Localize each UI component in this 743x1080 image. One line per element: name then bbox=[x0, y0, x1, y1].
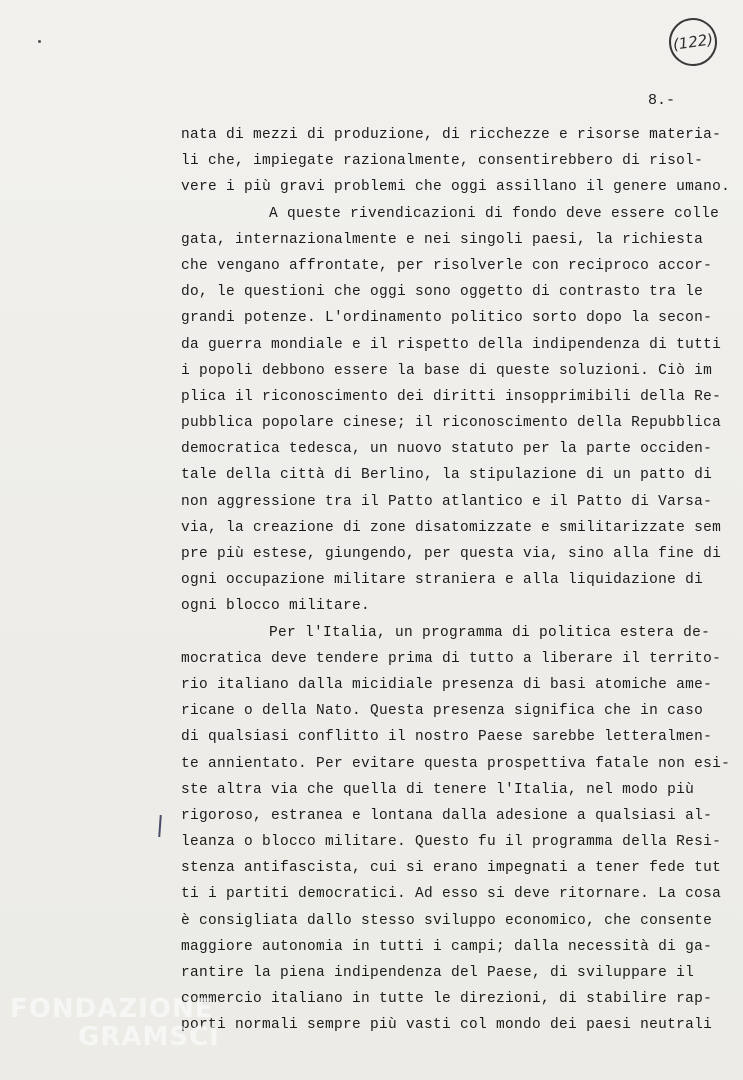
text-line: ogni blocco militare. bbox=[181, 598, 371, 615]
text-line: vere i più gravi problemi che oggi assillano il genere umano. bbox=[181, 179, 731, 196]
text-line: plica il riconoscimento dei diritti insopprimibili della Re- bbox=[181, 388, 722, 405]
fondazione-gramsci-watermark bbox=[10, 995, 220, 1051]
text-line: è consigliata dallo stesso sviluppo economico, che consente bbox=[181, 912, 713, 929]
text-line: mocratica deve tendere prima di tutto a liberare il territo- bbox=[181, 650, 722, 667]
text-line: nata di mezzi di produzione, di ricchezze e risorse materia- bbox=[181, 127, 722, 143]
text-line: grandi potenze. L'ordinamento politico sorto dopo la secon- bbox=[181, 310, 713, 327]
text-line: che vengano affrontate, per risolverle con reciproco accor- bbox=[181, 257, 713, 274]
text-line: maggiore autonomia in tutti i campi; dalla necessità di ga- bbox=[181, 938, 713, 955]
margin-pencil-mark bbox=[158, 815, 162, 837]
text-line: rio italiano dalla micidiale presenza di basi atomiche ame- bbox=[181, 676, 713, 693]
text-line: via, la creazione di zone disatomizzate e smilitarizzate sem bbox=[181, 519, 722, 536]
typewritten-body bbox=[181, 122, 731, 1039]
text-line: ogni occupazione militare straniera e alla liquidazione di bbox=[181, 572, 704, 589]
watermark-line-2: GRAMSCI bbox=[78, 1022, 220, 1052]
text-line: ti i partiti democratici. Ad esso si deve ritornare. La cosa bbox=[181, 886, 722, 903]
paragraph-start-line: Per l'Italia, un programma di politica estera de- bbox=[269, 624, 711, 641]
text-line: stenza antifascista, cui si erano impegnati a tener fede tut bbox=[181, 860, 722, 877]
text-line: rigoroso, estranea e lontana dalla adesione a qualsiasi al- bbox=[181, 807, 713, 824]
page-number: 8.- bbox=[648, 92, 676, 109]
text-line: i popoli debbono essere la base di queste soluzioni. Ciò im bbox=[181, 362, 713, 379]
text-line: gata, internazionalmente e nei singoli paesi, la richiesta bbox=[181, 231, 704, 248]
text-line: tale della città di Berlino, la stipulazione di un patto di bbox=[181, 467, 713, 484]
text-line: non aggressione tra il Patto atlantico e il Patto di Varsa- bbox=[181, 493, 713, 510]
paragraph-start-line: A queste rivendicazioni di fondo deve essere colle bbox=[269, 205, 720, 222]
ink-speck bbox=[38, 40, 41, 43]
text-line: commercio italiano in tutte le direzioni, di stabilire rap- bbox=[181, 991, 713, 1008]
text-line: porti normali sempre più vasti col mondo dei paesi neutrali bbox=[181, 1017, 713, 1034]
watermark-line-1: FONDAZIONE bbox=[10, 994, 214, 1024]
text-line: ste altra via che quella di tenere l'Italia, nel modo più bbox=[181, 781, 695, 798]
text-line: li che, impiegate razionalmente, consentirebbero di risol- bbox=[181, 153, 704, 170]
text-line: di qualsiasi conflitto il nostro Paese sarebbe letteralmen- bbox=[181, 729, 713, 746]
text-line: ricane o della Nato. Questa presenza significa che in caso bbox=[181, 703, 704, 720]
text-line: pre più estese, giungendo, per questa via, sino alla fine di bbox=[181, 546, 722, 562]
archive-number-stamp: (122) bbox=[666, 15, 720, 69]
text-line: pubblica popolare cinese; il riconoscimento della Repubblica bbox=[181, 415, 722, 432]
text-line: democratica tedesca, un nuovo statuto per la parte occiden- bbox=[181, 441, 713, 458]
text-line: do, le questioni che oggi sono oggetto di contrasto tra le bbox=[181, 284, 704, 301]
text-line: da guerra mondiale e il rispetto della indipendenza di tutti bbox=[181, 336, 722, 353]
text-line: te annientato. Per evitare questa prospettiva fatale non esi- bbox=[181, 755, 731, 772]
text-line: leanza o blocco militare. Questo fu il programma della Resi- bbox=[181, 834, 722, 851]
text-line: rantire la piena indipendenza del Paese, di sviluppare il bbox=[181, 965, 695, 981]
